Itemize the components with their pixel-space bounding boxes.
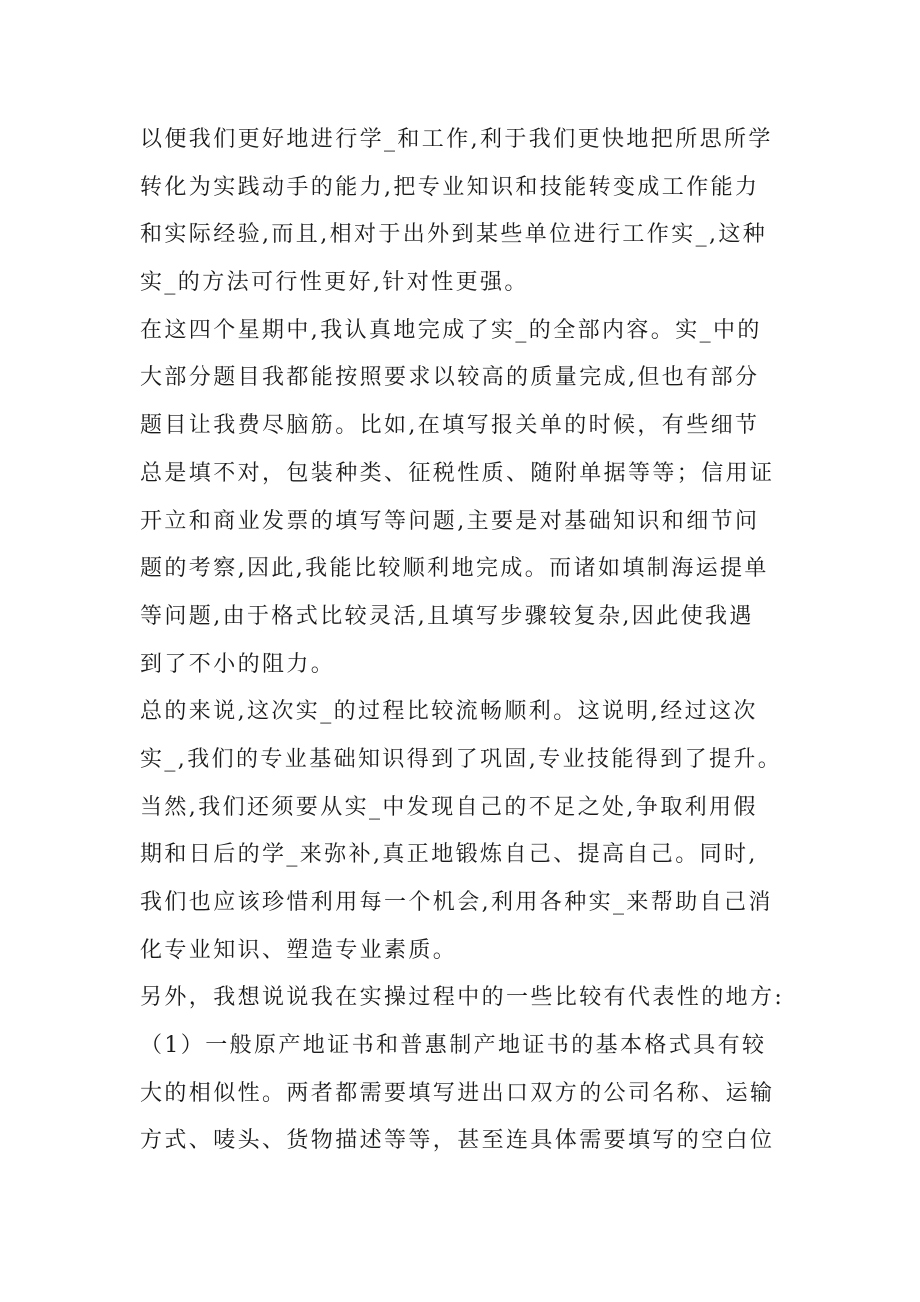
text-line-2: 转化为实践动手的能力,把专业知识和技能转变成工作能力 xyxy=(140,174,760,200)
text-line-21: 大的相似性。两者都需要填写进出口双方的公司名称、运输 xyxy=(140,1080,775,1106)
text-line-5: 在这四个星期中,我认真地完成了实_的全部内容。实_中的 xyxy=(140,317,762,343)
text-line-15: 当然,我们还须要从实_中发现自己的不足之处,争取利用假 xyxy=(140,794,758,820)
text-line-8: 总是填不对，包装种类、征税性质、随附单据等等；信用证 xyxy=(140,460,775,486)
text-line-1: 以便我们更好地进行学_和工作,利于我们更快地把所思所学 xyxy=(140,127,773,152)
text-line-22: 方式、唛头、货物描述等等，甚至连具体需要填写的空白位 xyxy=(140,1128,775,1154)
text-line-7: 题目让我费尽脑筋。比如,在填写报关单的时候，有些细节 xyxy=(140,413,760,439)
text-line-18: 化专业知识、塑造专业素质。 xyxy=(140,937,458,963)
text-line-19: 另外，我想说说我在实操过程中的一些比较有代表性的地方: xyxy=(140,985,785,1011)
text-line-13: 总的来说,这次实_的过程比较流畅顺利。这说明,经过这次 xyxy=(140,699,758,725)
text-line-10: 题的考察,因此,我能比较顺利地完成。而诸如填制海运提单 xyxy=(140,556,769,582)
text-line-12: 到了不小的阻力。 xyxy=(140,651,336,677)
text-line-9: 开立和商业发票的填写等问题,主要是对基础知识和细节问 xyxy=(140,508,760,534)
text-line-6: 大部分题目我都能按照要求以较高的质量完成,但也有部分 xyxy=(140,365,760,391)
body-text xyxy=(140,116,790,1165)
text-line-4: 实_的方法可行性更好,针对性更强。 xyxy=(140,270,529,296)
text-line-11: 等问题,由于格式比较灵活,且填写步骤较复杂,因此使我遇 xyxy=(140,603,754,629)
text-line-20: （1）一般原产地证书和普惠制产地证书的基本格式具有较 xyxy=(140,1033,767,1059)
text-line-17: 我们也应该珍惜利用每一个机会,利用各种实_来帮助自己消 xyxy=(140,890,773,915)
text-line-16: 期和日后的学_来弥补,真正地锻炼自己、提高自己。同时, xyxy=(140,842,758,868)
text-line-14: 实_,我们的专业基础知识得到了巩固,专业技能得到了提升。 xyxy=(140,746,783,772)
text-line-3: 和实际经验,而且,相对于出外到某些单位进行工作实_,这种 xyxy=(140,222,768,248)
